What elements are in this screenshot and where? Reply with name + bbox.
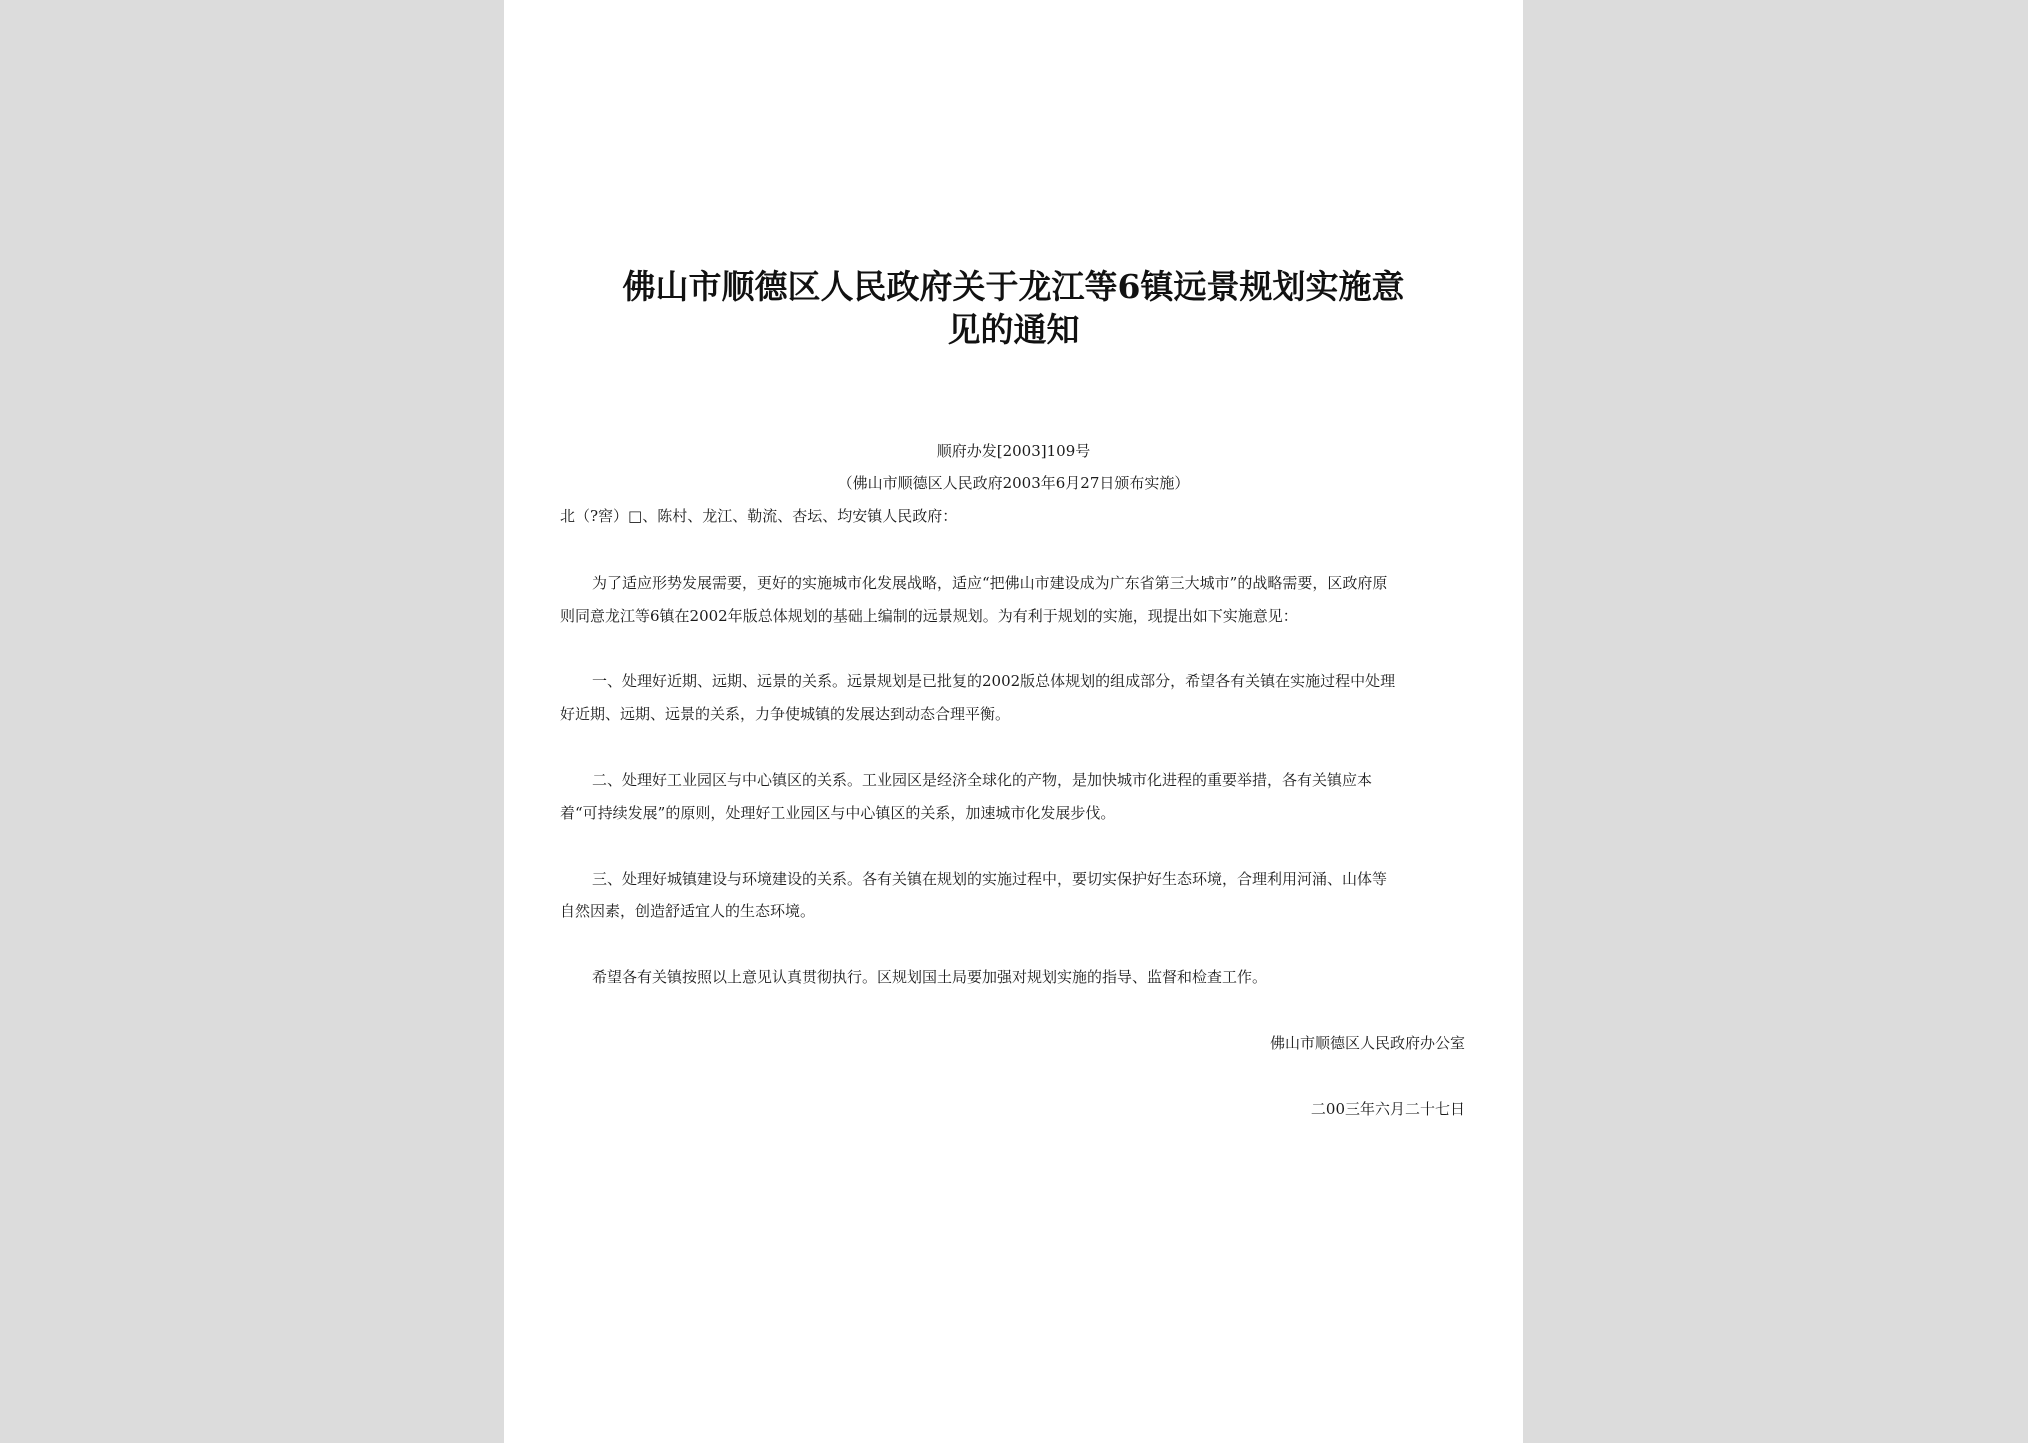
document-number: 顺府办发[2003]109号 [936, 442, 1091, 460]
document-title-line-1: 佛山市顺德区人民政府关于龙江等6镇远景规划实施意 [622, 267, 1405, 306]
document-date: 二00三年六月二十七日 [1310, 1100, 1465, 1118]
paragraph-1-line-2: 则同意龙江等6镇在2002年版总体规划的基础上编制的远景规划。为有利于规划的实施，现提出如下实施意见： [560, 607, 1298, 625]
paragraph-3-line-1: 二、处理好工业园区与中心镇区的关系。工业园区是经济全球化的产物，是加快城市化进程的重要举措，各有关镇应本 [592, 771, 1373, 789]
paragraph-1-line-1: 为了适应形势发展需要，更好的实施城市化发展战略，适应“把佛山市建设成为广东省第三大城市”的战略需要，区政府原 [592, 574, 1388, 592]
document-page [504, 0, 1523, 1443]
paragraph-2-line-2: 好近期、远期、远景的关系，力争使城镇的发展达到动态合理平衡。 [560, 705, 1011, 723]
paragraph-3-line-2: 着“可持续发展”的原则，处理好工业园区与中心镇区的关系，加速城市化发展步伐。 [560, 804, 1116, 822]
promulgation-note: （佛山市顺德区人民政府2003年6月27日颁布实施） [837, 474, 1190, 492]
addressee: 北（?窖）□、陈村、龙江、勒流、杏坛、均安镇人民政府： [560, 507, 958, 525]
paragraph-2-line-1: 一、处理好近期、远期、远景的关系。远景规划是已批复的2002版总体规划的组成部分，希望各有关镇在实施过程中处理 [592, 672, 1396, 690]
paragraph-4-line-1: 三、处理好城镇建设与环境建设的关系。各有关镇在规划的实施过程中，要切实保护好生态环境，合理利用河涌、山体等 [592, 870, 1388, 888]
paragraph-4-line-2: 自然因素，创造舒适宜人的生态环境。 [560, 902, 816, 920]
signature: 佛山市顺德区人民政府办公室 [1269, 1034, 1465, 1052]
closing-paragraph: 希望各有关镇按照以上意见认真贯彻执行。区规划国土局要加强对规划实施的指导、监督和检查工作。 [592, 968, 1268, 986]
document-title-line-2: 见的通知 [947, 310, 1080, 349]
